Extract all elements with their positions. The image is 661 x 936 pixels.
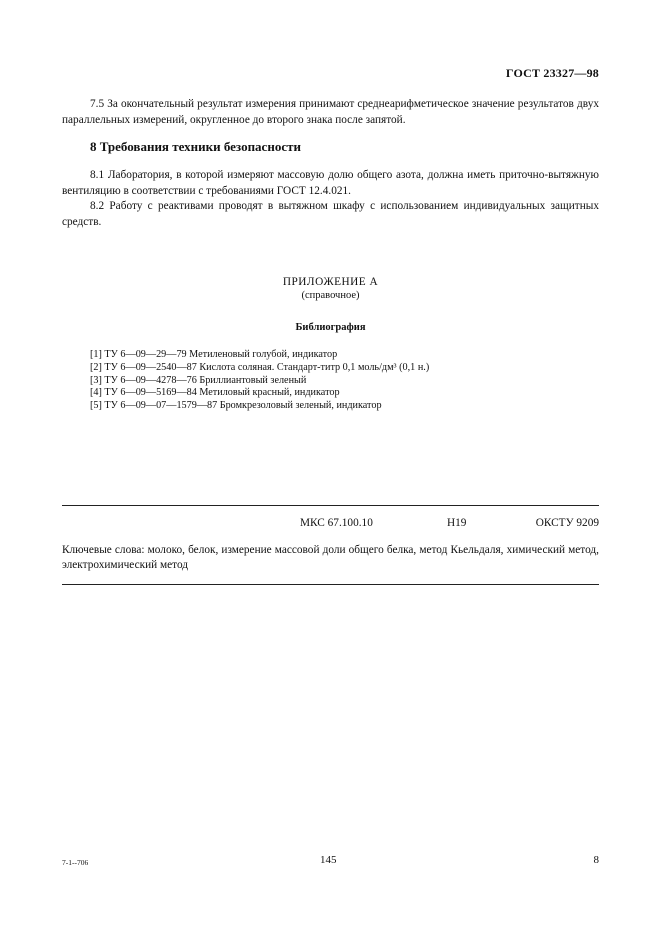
okstu-code: ОКСТУ 9209 [535, 517, 599, 529]
bibliography-item: [4] ТУ 6—09—5169—84 Метиловый красный, индикатор [90, 387, 340, 399]
paragraph-8-2: 8.2 Работу с реактивами проводят в вытяжном шкафу с использованием индивидуальных защитных средств. [62, 200, 599, 228]
paragraph-7-5-text: 7.5 За окончательный результат измерения принимают среднеарифметическое значение результатов двух параллельных измерений, округленное до второго знака после запятой. [62, 98, 599, 126]
bibliography-item: [3] ТУ 6—09—4278—76 Бриллиантовый зеленый [90, 374, 307, 386]
section-8-title: 8 Требования техники безопасности [90, 139, 301, 154]
bibliography-list [90, 349, 429, 413]
bibliography-title: Библиография [295, 322, 366, 333]
bibliography-item: [2] ТУ 6—09—2540—87 Кислота соляная. Стандарт-титр 0,1 моль/дм³ (0,1 н.) [90, 361, 430, 373]
bottom-divider [62, 584, 599, 585]
appendix-title: ПРИЛОЖЕНИЕ А [282, 276, 379, 288]
top-divider [62, 505, 599, 506]
mks-code: МКС 67.100.10 [300, 517, 373, 529]
bibliography-item: [5] ТУ 6—09—07—1579—87 Бромкрезоловый зеленый, индикатор [90, 400, 382, 412]
category-code: Н19 [447, 517, 467, 529]
section-8-body [62, 168, 599, 230]
print-code: 7-1--706 [62, 858, 89, 867]
keywords: Ключевые слова: молоко, белок, измерение массовой доли общего белка, метод Кьельдаля, химический метод, электрохимический метод [62, 544, 599, 571]
page-number: 8 [593, 854, 599, 866]
document-code: ГОСТ 23327—98 [505, 66, 599, 80]
paragraph-8-1: 8.1 Лаборатория, в которой измеряют массовую долю общего азота, должна иметь приточно-вытяжную вентиляцию в соответствии с требованиями ГОСТ 12.4.021. [62, 169, 599, 197]
print-number: 145 [320, 854, 337, 866]
bibliography-item: [1] ТУ 6—09—29—79 Метиленовый голубой, индикатор [90, 349, 338, 360]
appendix-subtitle: (справочное) [301, 290, 360, 301]
paragraph-7-5 [62, 97, 599, 128]
